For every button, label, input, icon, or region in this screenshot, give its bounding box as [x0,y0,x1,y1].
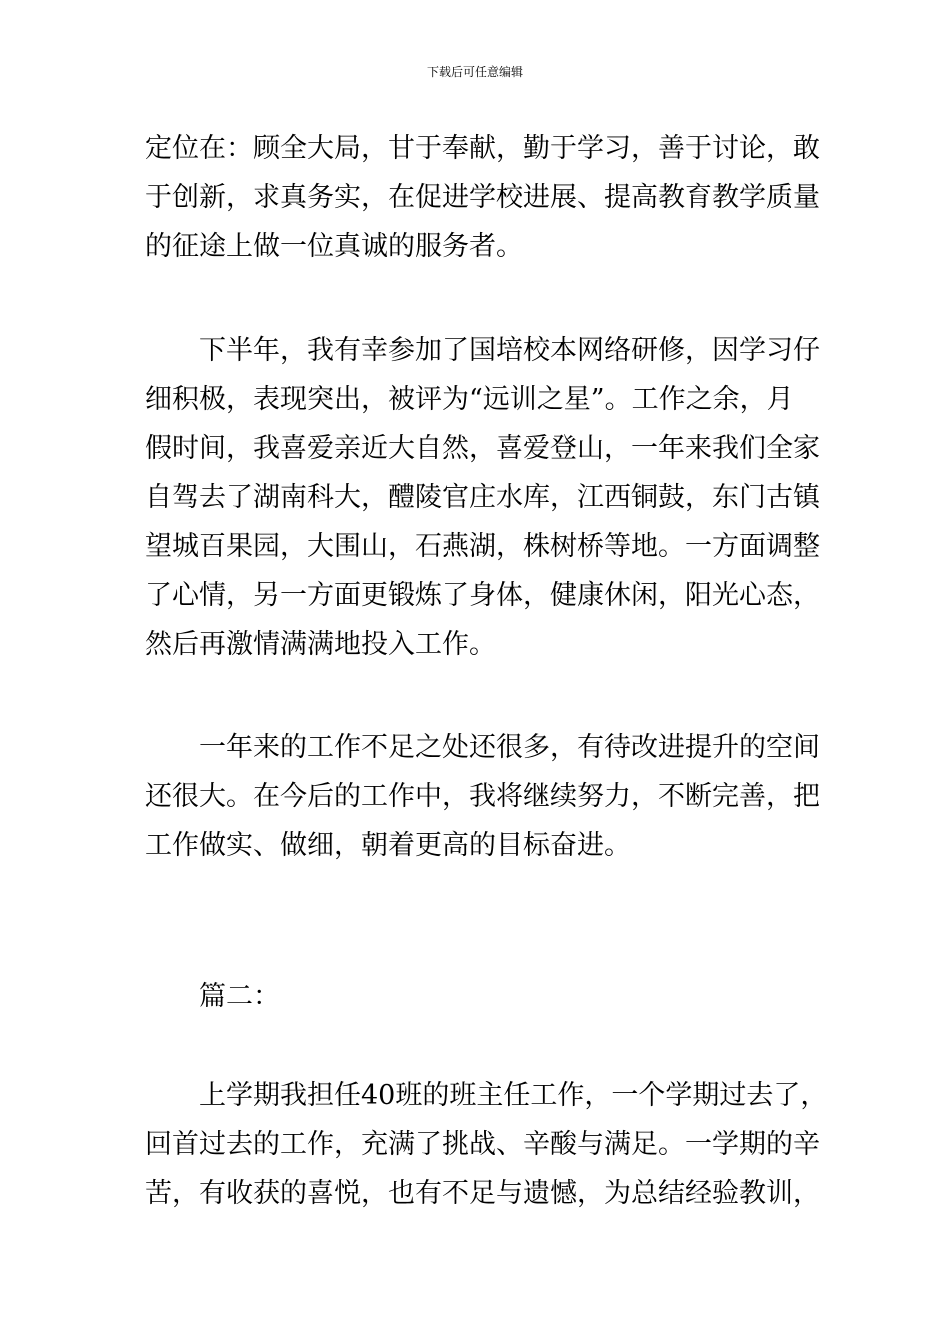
paragraph-shortcomings [145,723,820,870]
text-line: 于创新，求真务实，在促进学校进展、提高教育教学质量 [145,182,820,213]
section-title: 篇二： [199,981,280,1012]
text-line: 苦，有收获的喜悦，也有不足与遗憾，为总结经验教训， [145,1178,820,1209]
text-line: 工作做实、做细，朝着更高的目标奋进。 [145,830,631,861]
text-line: 的征途上做一位真诚的服务者。 [145,231,523,262]
section-heading [145,972,810,1021]
text-line: 自驾去了湖南科大，醴陵官庄水库，江西铜鼓，东门古镇 [145,482,820,513]
text-line: 假时间，我喜爱亲近大自然，喜爱登山，一年来我们全家 [145,433,820,464]
text-line: 下半年，我有幸参加了国培校本网络研修，因学习仔 [199,335,820,366]
page-header: 下载后可任意编辑 [426,65,523,79]
text-line: 回首过去的工作，充满了挑战、辛酸与满足。一学期的辛 [145,1129,820,1160]
text-line: 了心情，另一方面更锻炼了身体，健康休闲，阳光心态， [145,580,820,611]
paragraph-class-teacher [145,1071,828,1218]
paragraph-continuation [145,124,820,271]
text-line: 上学期我担任40班的班主任工作，一个学期过去了， [199,1080,828,1111]
text-line: 望城百果园，大围山，石燕湖，株树桥等地。一方面调整 [145,531,820,562]
text-line: 定位在：顾全大局，甘于奉献，勤于学习，善于讨论，敢 [145,133,820,164]
text-line: 细积极，表现突出，被评为“远训之星”。工作之余，月 [145,384,794,415]
paragraph-study-and-leisure [145,326,820,669]
text-line: 还很大。在今后的工作中，我将继续努力，不断完善，把 [145,781,820,812]
text-line: 然后再激情满满地投入工作。 [145,629,496,660]
text-line: 一年来的工作不足之处还很多，有待改进提升的空间 [199,732,820,763]
